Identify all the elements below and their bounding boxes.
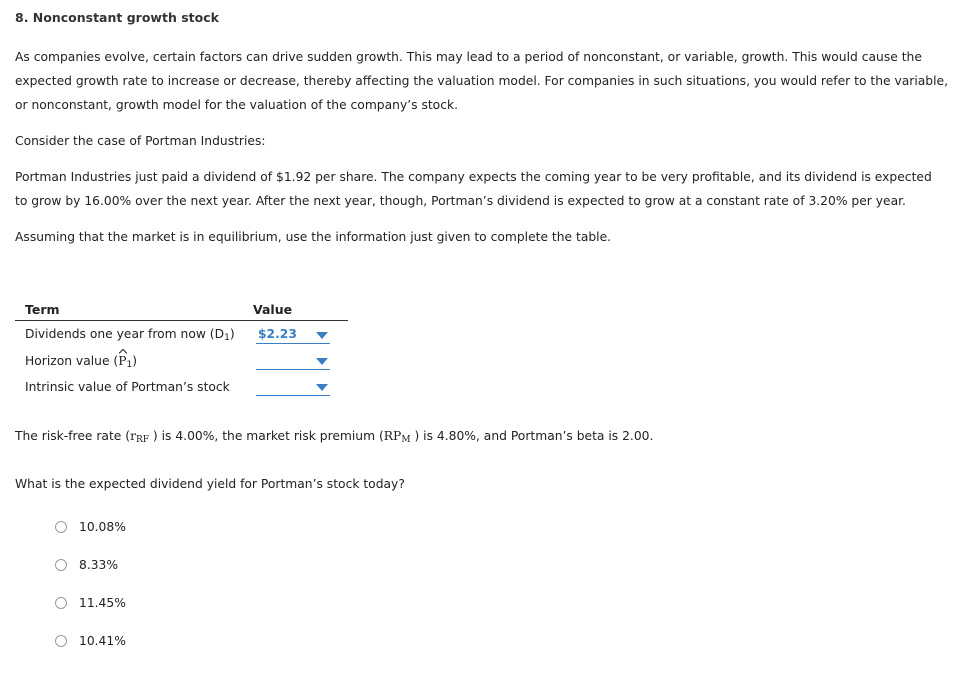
intro-line: As companies evolve, certain factors can drive sudden growth. This may lead to a period of nonconstant, or variable, growth. This would cause the xyxy=(15,50,922,64)
instruction-text: Assuming that the market is in equilibrium, use the information just given to complete the table. xyxy=(15,230,612,244)
dividends-value-select[interactable] xyxy=(256,327,330,344)
question-title: 8. Nonconstant growth stock xyxy=(15,10,219,25)
scenario-line: Portman Industries just paid a dividend of $1.92 per share. The company expects the coming year to be very profitable, and its dividend is expected xyxy=(15,170,932,184)
table-row-label-horizon: Horizon value $(P_1)$ xyxy=(25,354,138,370)
option-label: 8.33% xyxy=(79,558,119,572)
option-label: 11.45% xyxy=(79,596,126,610)
radio-button[interactable] xyxy=(55,559,67,571)
chevron-down-icon xyxy=(316,384,328,391)
horizon-value-select[interactable] xyxy=(256,353,330,370)
scenario-paragraph xyxy=(15,165,932,213)
option-label: 10.41% xyxy=(79,634,126,648)
table-header-rule xyxy=(15,320,348,321)
dividends-selected-value: $2.23 xyxy=(258,327,297,341)
radio-button[interactable] xyxy=(55,597,67,609)
intro-line: or nonconstant, growth model for the valuation of the company’s stock. xyxy=(15,98,458,112)
table-row-label-dividends: Dividends one year from now $(D_1)$ xyxy=(25,327,235,343)
intrinsic-value-select[interactable] xyxy=(256,379,330,396)
intro-paragraph xyxy=(15,45,948,117)
table-header-value: Value xyxy=(253,302,293,317)
chevron-down-icon xyxy=(316,332,328,339)
dividend-yield-question: What is the expected dividend yield for Portman’s stock today? xyxy=(15,477,405,491)
option-label: 10.08% xyxy=(79,520,126,534)
risk-sentence: The risk-free rate ($r_{RF}$ ) is 4.00%, the market risk premium ($RP_M$ ) is 4.80%, and Portman’s beta is 2.00. xyxy=(15,429,654,445)
intro-line: expected growth rate to increase or decrease, thereby affecting the valuation model. For companies in such situations, you would refer to the variable, xyxy=(15,74,948,88)
scenario-line: to grow by 16.00% over the next year. After the next year, though, Portman’s dividend is expected to grow at a constant rate of 3.20% per year. xyxy=(15,194,906,208)
table-header-term: Term xyxy=(25,302,60,317)
table-row-label-intrinsic: Intrinsic value of Portman’s stock xyxy=(25,380,230,394)
consider-text: Consider the case of Portman Industries: xyxy=(15,134,266,148)
radio-button[interactable] xyxy=(55,635,67,647)
chevron-down-icon xyxy=(316,358,328,365)
radio-button[interactable] xyxy=(55,521,67,533)
